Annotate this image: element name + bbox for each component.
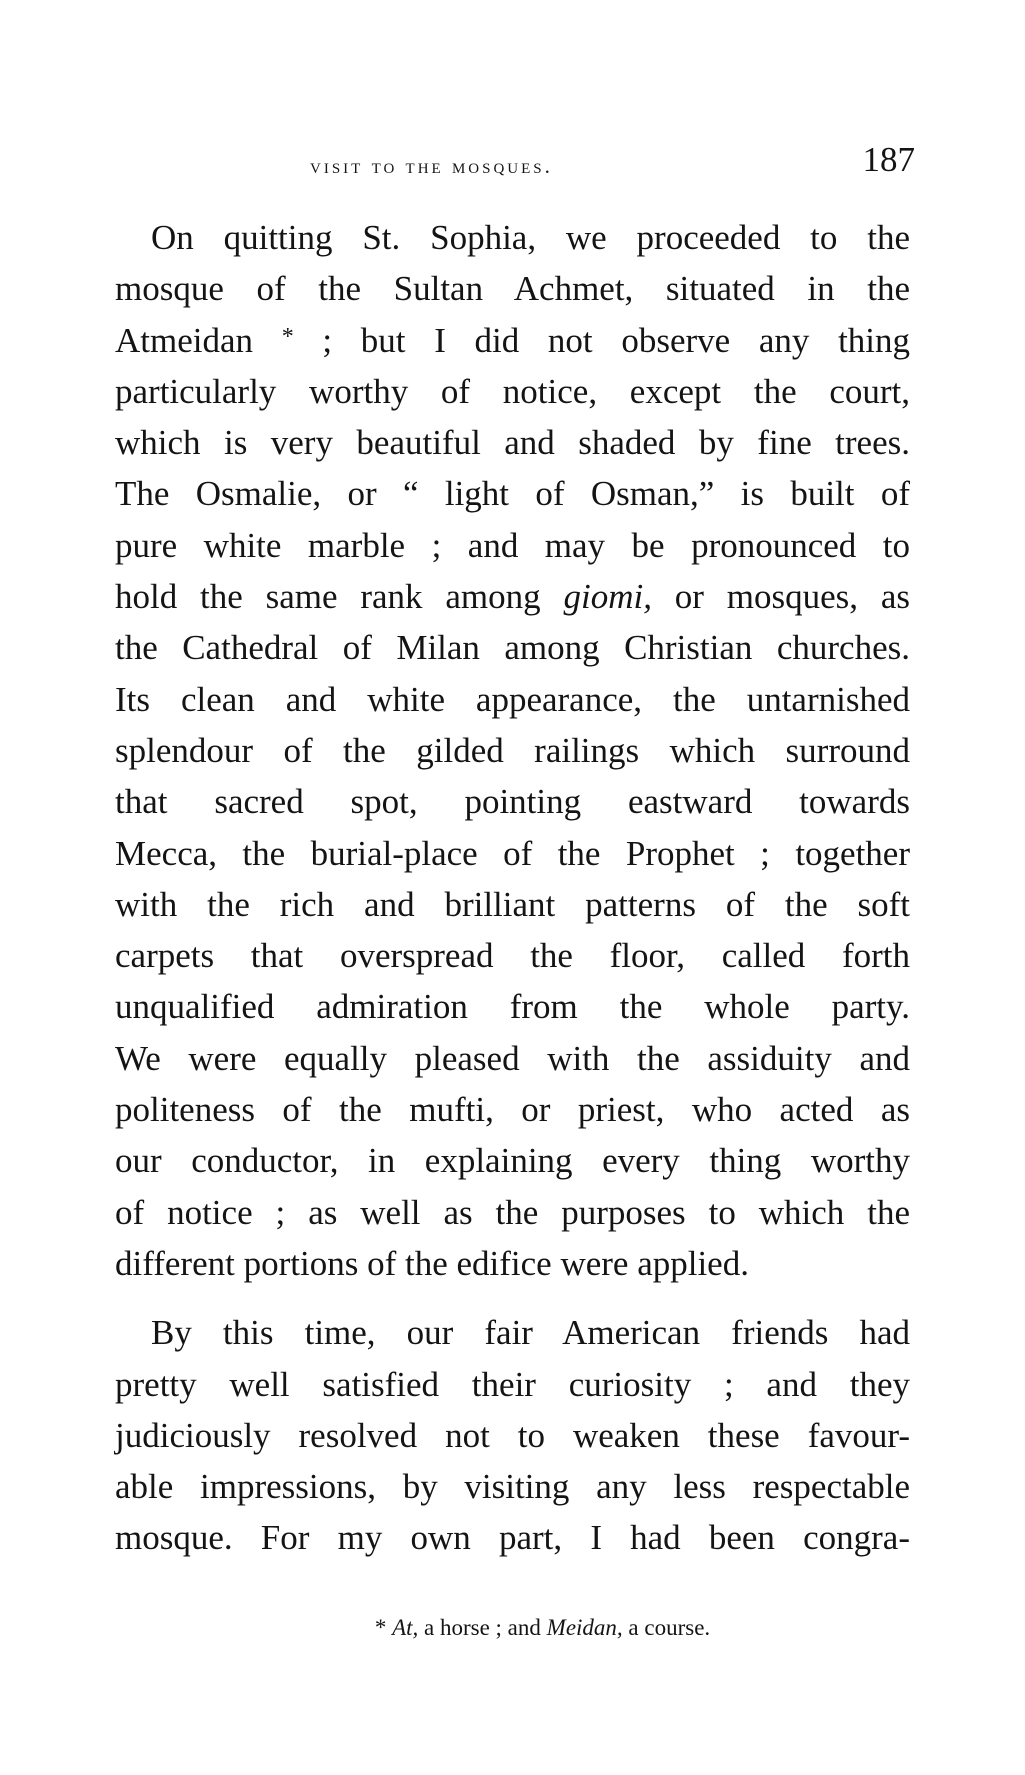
text-fragment: Atmeidan (115, 320, 254, 360)
running-title: visit to the mosques. (310, 154, 553, 178)
text-line: judiciously resolved not to weaken these favour- (115, 1415, 910, 1455)
text-line (115, 571, 910, 622)
text-line: politeness of the mufti, or priest, who acted as (115, 1090, 910, 1130)
text-line: splendour of the gilded railings which surround (115, 730, 910, 770)
text-line: the Cathedral of Milan among Christian churches. (115, 628, 910, 668)
footnote (0, 1615, 1025, 1641)
text-line: Its clean and white appearance, the untarnished (115, 679, 910, 719)
text-line: with the rich and brilliant patterns of the soft (115, 884, 910, 924)
text-line: our conductor, in explaining every thing worthy (115, 1141, 910, 1181)
text-line: able impressions, by visiting any less respectable (115, 1467, 910, 1507)
text-line: which is very beautiful and shaded by fine trees. (115, 423, 910, 463)
text-line: unqualified admiration from the whole party. (115, 987, 910, 1027)
text-line: different portions of the edifice were applied. (115, 1243, 749, 1283)
footnote-gloss: a course. (628, 1615, 711, 1640)
text-line: that sacred spot, pointing eastward towards (115, 782, 910, 822)
footnote-gloss: a horse ; and (424, 1615, 541, 1640)
page-number: 187 (862, 140, 915, 179)
text-line: pure white marble ; and may be pronounced to (115, 525, 910, 565)
footnote-term: At, (392, 1615, 419, 1640)
paragraph-2 (115, 1307, 910, 1563)
text-line (115, 315, 910, 366)
text-fragment: ; but I did not observe any thing (322, 320, 911, 360)
paragraph-gap (115, 1289, 910, 1307)
text-line: mosque. For my own part, I had been congra- (115, 1518, 910, 1558)
text-line: We were equally pleased with the assiduity and (115, 1038, 910, 1078)
text-line: carpets that overspread the floor, called forth (115, 936, 910, 976)
text-line: particularly worthy of notice, except the court, (115, 371, 910, 411)
text-line: Mecca, the burial-place of the Prophet ; together (115, 833, 910, 873)
text-line: The Osmalie, or “ light of Osman,” is built of (115, 474, 910, 514)
text-fragment: hold the same rank among (115, 577, 541, 617)
footnote-term: Meidan, (546, 1615, 623, 1640)
footnote-reference: * (281, 323, 294, 350)
text-line: pretty well satisfied their curiosity ; and they (115, 1364, 910, 1404)
text-fragment: or mosques, as (674, 577, 911, 617)
text-line: By this time, our fair American friends had (151, 1313, 910, 1353)
text-line: mosque of the Sultan Achmet, situated in the (115, 269, 910, 309)
italic-term: giomi, (563, 577, 652, 617)
text-line: of notice ; as well as the purposes to which the (115, 1192, 910, 1232)
paragraph-1 (115, 212, 910, 1289)
body-text (115, 212, 910, 1564)
running-head (115, 140, 915, 190)
text-line: On quitting St. Sophia, we proceeded to the (151, 218, 910, 257)
footnote-marker: * (374, 1615, 387, 1640)
